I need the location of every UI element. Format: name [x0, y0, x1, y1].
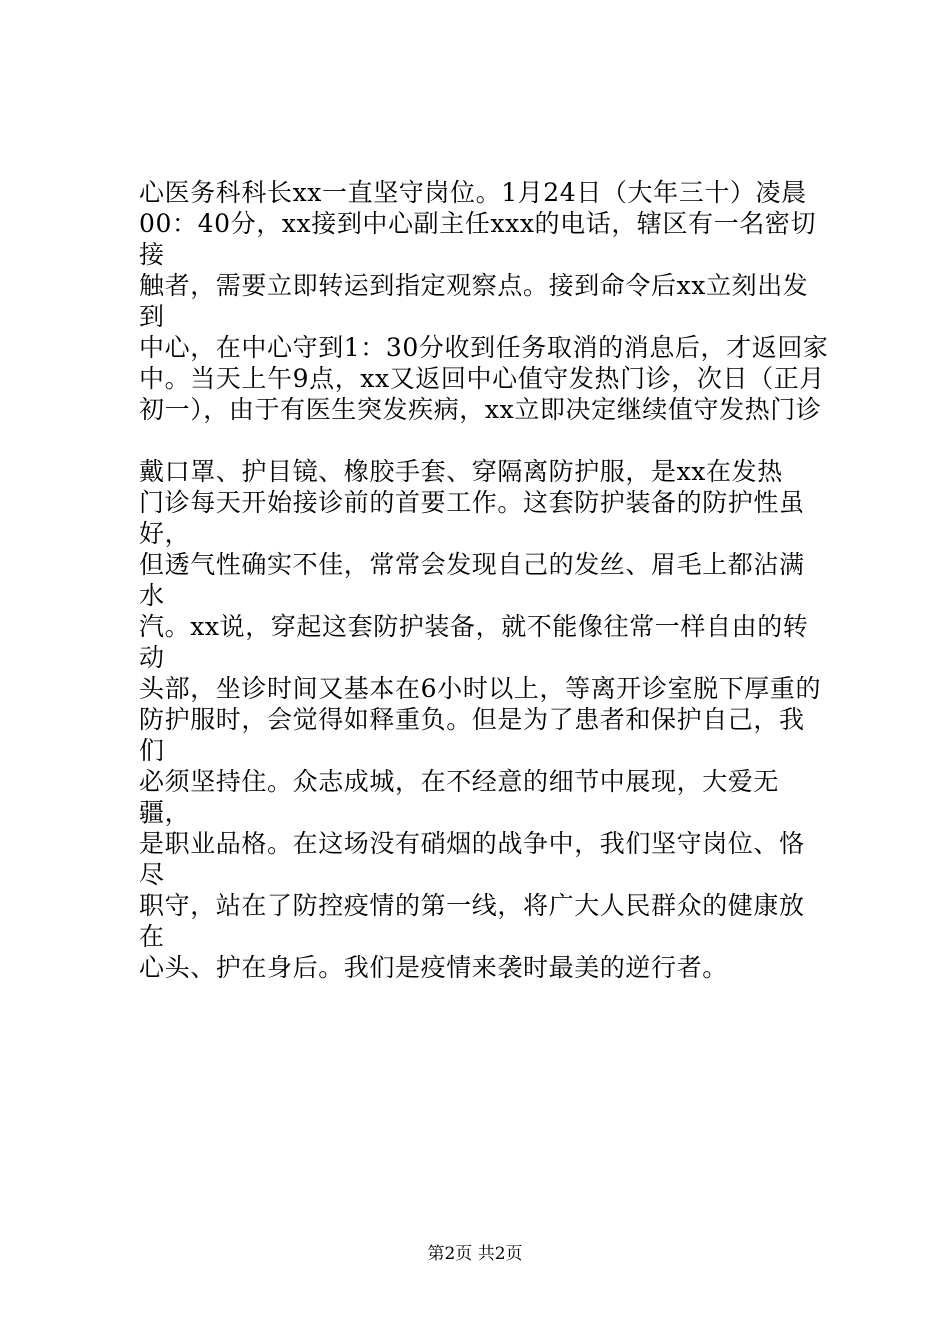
document-body [139, 177, 829, 983]
page-footer: 第2页 共2页 [427, 1244, 523, 1264]
paragraph-1: 心医务科科长xx一直坚守岗位。1月24日（大年三十）凌晨 00：40分，xx接到中心副主任xxx的电话，辖区有一名密切接 触者，需要立即转运到指定观察点。接到命令后xx立刻出发到 中心，在中心守到1：30分收到任务取消的消息后，才返回家 中。当天上午9点，xx又返回中心值守发热门诊，次日（正月 初一），由于有医生突发疾病，xx立即决定继续值守发热门诊 [139, 178, 829, 424]
paragraph-2: 戴口罩、护目镜、橡胶手套、穿隔离防护服，是xx在发热 门诊每天开始接诊前的首要工作。这套防护装备的防护性虽好， 但透气性确实不佳，常常会发现自己的发丝、眉毛上都沾满水 汽。xx说，穿起这套防护装备，就不能像往常一样自由的转动 头部，坐诊时间又基本在6小时以上，等离开诊室脱下厚重的 防护服时，会觉得如释重负。但是为了患者和保护自己，我们 必须坚持住。众志成城，在不经意的细节中展现，大爱无疆， 是职业品格。在这场没有硝烟的战争中，我们坚守岗位、恪尽 职守，站在了防控疫情的第一线，将广大人民群众的健康放在 心头、护在身后。我们是疫情来袭时最美的逆行者。 [139, 457, 822, 982]
